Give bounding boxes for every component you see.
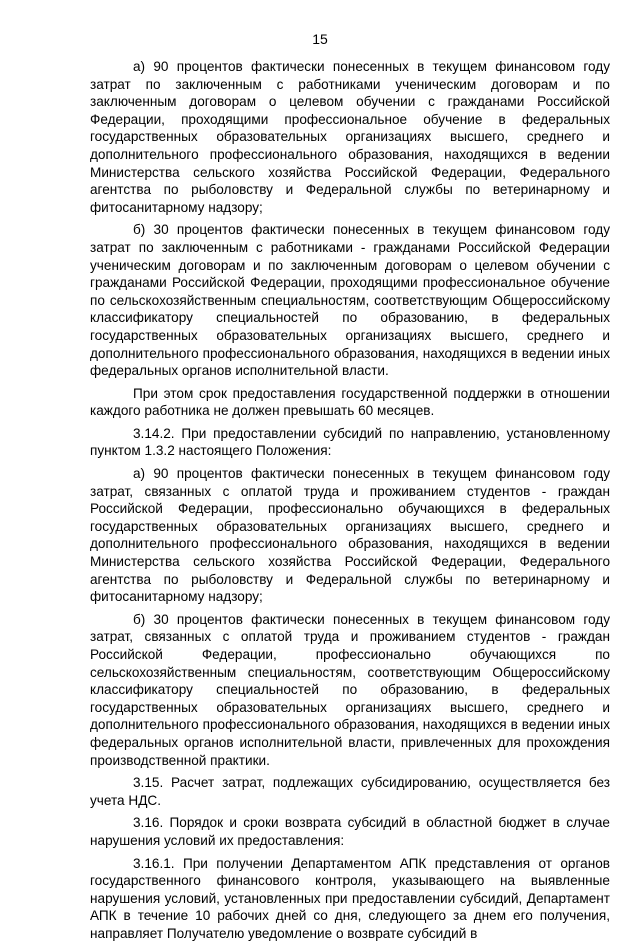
paragraph-support-term: При этом срок предоставления государственной поддержки в отношении каждого работника не должен превышать 60 месяцев.	[90, 385, 610, 419]
paragraph-3-16-1: 3.16.1. При получении Департаментом АПК представления от органов государственного финансового контроля, указывающего на выявленные нарушения условий, установленных при предоставлении субсидий, Департамент АПК в течение 10 рабочих дней со дня, следующего за днем его получения, направляет Получателю уведомление о возврате субсидий в	[90, 855, 610, 941]
paragraph-3-15: 3.15. Расчет затрат, подлежащих субсидированию, осуществляется без учета НДС.	[90, 775, 610, 808]
document-body	[90, 58, 610, 948]
paragraph-3-16: 3.16. Порядок и сроки возврата субсидий в областной бюджет в случае нарушения условий их предоставления:	[90, 815, 610, 848]
paragraph-3-14-1-a: а) 90 процентов фактически понесенных в текущем финансовом году затрат по заключенным с работниками ученическим договорам и по заключенным договорам о целевом обучении с гражданами Российской Федерации, проходящими профессиональное обучение в федеральных государственных образовательных организациях высшего, среднего и дополнительного профессионального образования, находящихся в ведении Министерства сельского хозяйства Российской Федерации, Федерального агентства по рыболовству и Федеральной службы по ветеринарному и фитосанитарному надзору;	[90, 59, 610, 215]
paragraph-3-14-2-a: а) 90 процентов фактически понесенных в текущем финансовом году затрат, связанных с оплатой труда и проживанием студентов - граждан Российской Федерации, профессионально обучающихся в федеральных государственных образовательных организациях высшего, среднего и дополнительного профессионального образования, находящихся в ведении Министерства сельского хозяйства Российской Федерации, Федерального агентства по рыболовству и Федеральной службы по ветеринарному и фитосанитарному надзору;	[90, 466, 610, 605]
paragraph-3-14-2: 3.14.2. При предоставлении субсидий по направлению, установленному пунктом 1.3.2 настоящего Положения:	[90, 425, 610, 459]
paragraph-3-14-1-b: б) 30 процентов фактически понесенных в текущем финансовом году затрат по заключенным с работниками - гражданами Российской Федерации ученическим договорам и по заключенным договорам о целевом обучении с гражданами Российской Федерации, проходящими профессиональное обучение по сельскохозяйственным специальностям, соответствующим Общероссийскому классификатору специальностей по образованию, в федеральных государственных образовательных организациях высшего, среднего и дополнительного профессионального образования, находящихся в ведении иных федеральных органов исполнительной власти.	[90, 222, 610, 379]
page-number: 15	[312, 31, 328, 47]
paragraph-3-14-2-b: б) 30 процентов фактически понесенных в текущем финансовом году затрат, связанных с оплатой труда и проживанием студентов - граждан Российской Федерации, профессионально обучающихся по сельскохозяйственным специальностям, соответствующим Общероссийскому классификатору специальностей по образованию, в федеральных государственных образовательных организациях высшего, среднего и дополнительного профессионального образования, находящихся в ведении иных федеральных органов исполнительной власти, привлеченных для прохождения производственной практики.	[90, 611, 610, 768]
